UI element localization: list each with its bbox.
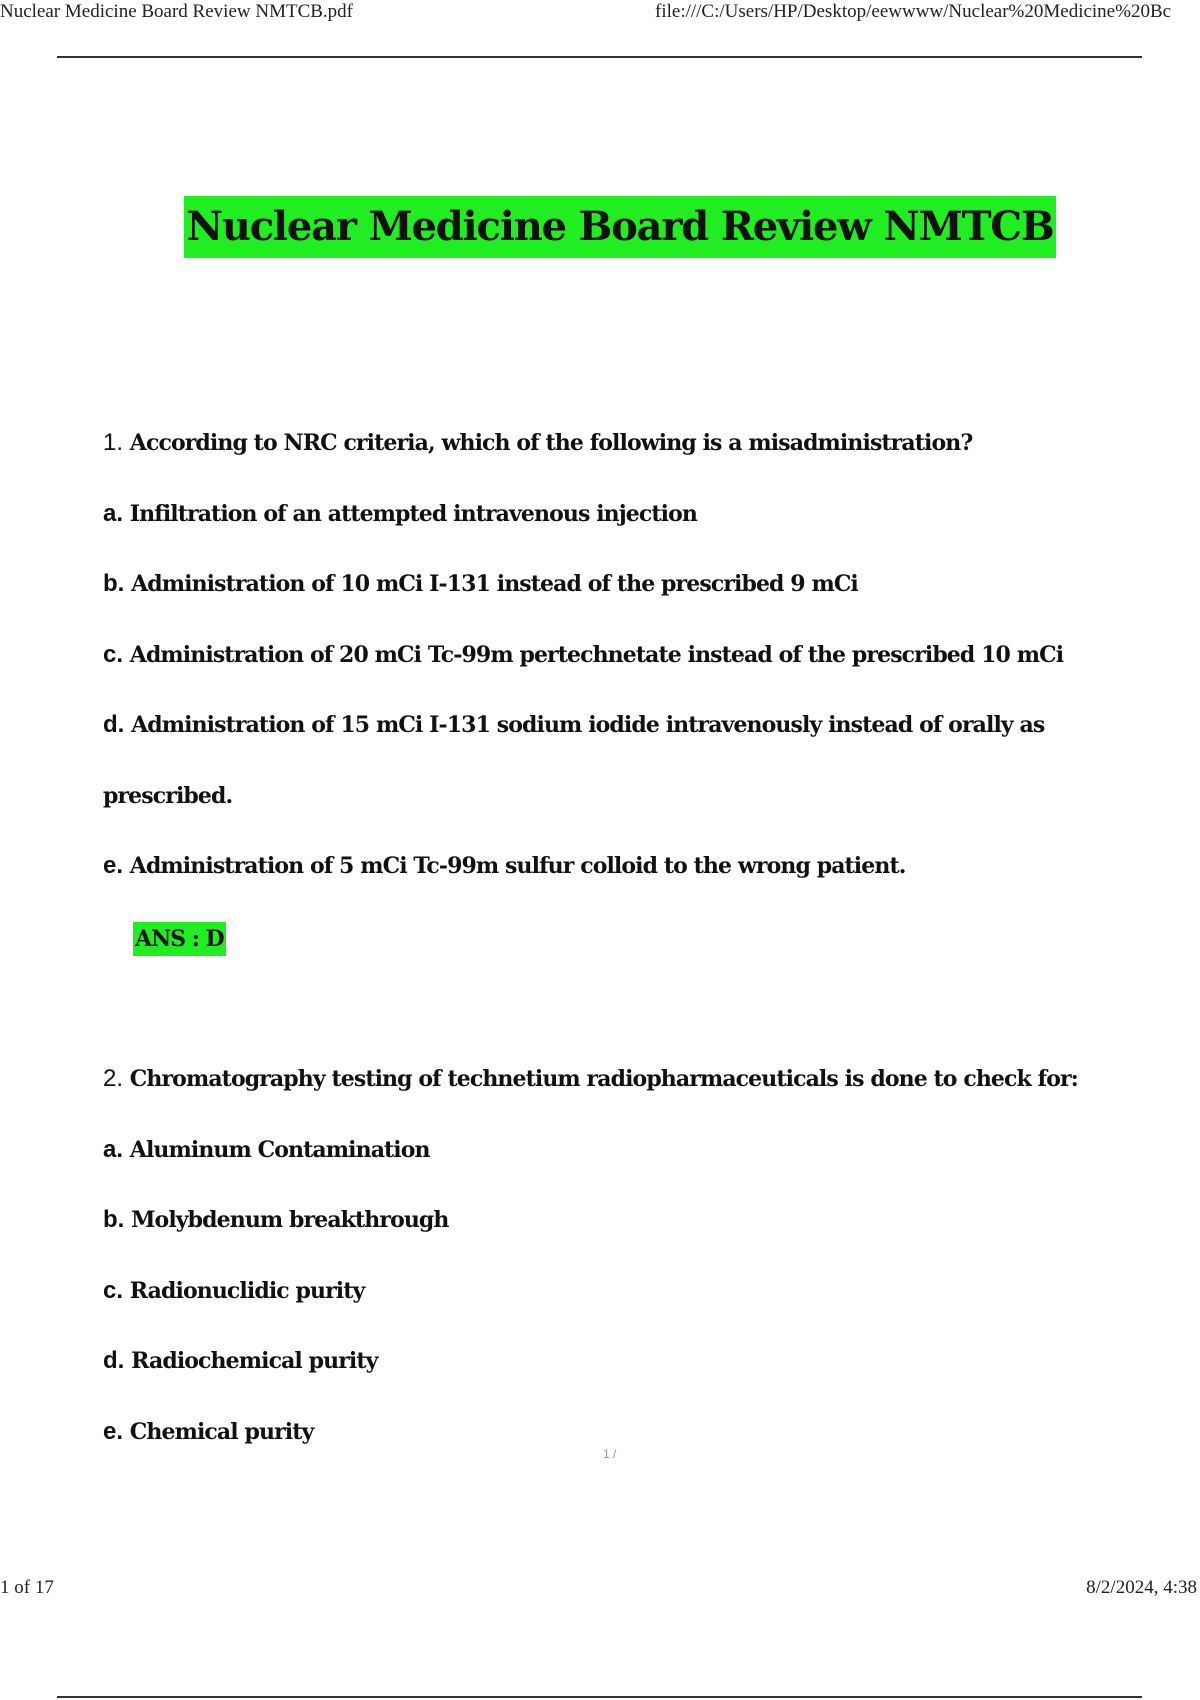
option-2b bbox=[103, 1205, 449, 1235]
option-1c bbox=[103, 640, 1063, 670]
page-count: 1 of 17 bbox=[0, 1577, 54, 1598]
option-letter: a. bbox=[103, 500, 124, 527]
option-text: Chemical purity bbox=[129, 1419, 314, 1445]
option-1a bbox=[103, 499, 697, 529]
option-2d bbox=[103, 1346, 378, 1376]
option-letter: d. bbox=[103, 711, 125, 738]
option-text: Administration of 5 mCi Tc-99m sulfur colloid to the wrong patient. bbox=[129, 853, 906, 879]
option-letter: b. bbox=[103, 1206, 125, 1233]
option-text: Administration of 15 mCi I-131 sodium iodide intravenously instead of orally as bbox=[131, 712, 1045, 738]
option-letter: c. bbox=[103, 1277, 124, 1304]
option-letter: d. bbox=[103, 1347, 125, 1374]
option-letter: e. bbox=[103, 852, 124, 879]
option-letter: e. bbox=[103, 1418, 124, 1445]
option-text: Administration of 20 mCi Tc-99m pertechnetate instead of the prescribed 10 mCi bbox=[129, 642, 1064, 668]
answer-badge: ANS : D bbox=[133, 922, 226, 956]
option-text: Administration of 10 mCi I-131 instead of the prescribed 9 mCi bbox=[131, 571, 858, 597]
print-header-url: file:///C:/Users/HP/Desktop/eewwww/Nuclear%20Medicine%20Bc bbox=[655, 1, 1172, 22]
option-2c bbox=[103, 1276, 364, 1306]
option-1b bbox=[103, 569, 858, 599]
option-2a bbox=[103, 1135, 430, 1165]
option-text: Aluminum Contamination bbox=[129, 1137, 430, 1163]
option-letter: c. bbox=[103, 641, 124, 668]
question-text: According to NRC criteria, which of the following is a misadministration? bbox=[129, 430, 973, 456]
question-number: 2. bbox=[103, 1065, 124, 1092]
question-number: 1. bbox=[103, 429, 124, 456]
option-text: Infiltration of an attempted intravenous injection bbox=[129, 501, 697, 527]
option-1d-continuation: prescribed. bbox=[103, 783, 233, 809]
option-letter: a. bbox=[103, 1136, 124, 1163]
top-divider bbox=[57, 56, 1142, 58]
option-text: Radionuclidic purity bbox=[129, 1278, 365, 1304]
question-2 bbox=[103, 1064, 1078, 1094]
option-1d bbox=[103, 710, 1044, 740]
bottom-divider bbox=[57, 1696, 1142, 1698]
option-2e bbox=[103, 1417, 313, 1447]
option-text: Molybdenum breakthrough bbox=[131, 1207, 449, 1233]
question-1 bbox=[103, 428, 972, 458]
option-letter: b. bbox=[103, 570, 125, 597]
print-datetime: 8/2/2024, 4:38 bbox=[1086, 1577, 1197, 1598]
option-text: Radiochemical purity bbox=[131, 1348, 378, 1374]
document-title: Nuclear Medicine Board Review NMTCB bbox=[184, 196, 1055, 258]
print-header-filename: Nuclear Medicine Board Review NMTCB.pdf bbox=[0, 1, 353, 22]
page-marker: 1 / bbox=[603, 1447, 617, 1461]
title-container bbox=[0, 196, 1200, 258]
question-text: Chromatography testing of technetium radiopharmaceuticals is done to check for: bbox=[129, 1066, 1078, 1092]
option-1e bbox=[103, 851, 905, 881]
